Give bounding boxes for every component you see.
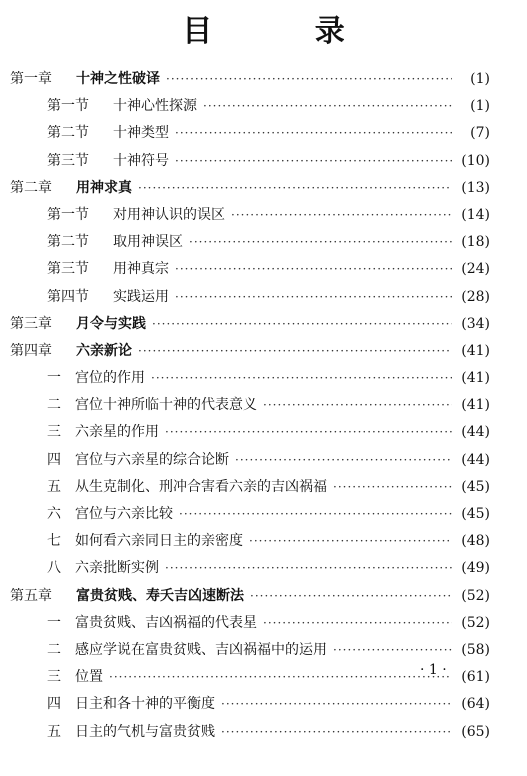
dot-leader [263,392,452,419]
toc-entry-title: 实践运用 [113,288,169,305]
dot-leader [175,120,452,147]
toc-entry-title: 宫位与六亲比较 [75,506,173,522]
toc-entry-item [10,447,490,474]
toc-entry-label: 第二章 [10,179,52,196]
toc-entry-item [10,392,490,419]
toc-entry-label: 第四节 [47,288,89,305]
toc-entry-section [10,120,490,147]
toc-entry-section [10,284,490,311]
toc-entry-label: 第三节 [47,152,89,169]
dot-leader [175,256,452,283]
toc-entry-page: (52) [461,587,490,604]
toc-entry-section [10,148,490,175]
page-number: · 1 · [420,662,447,678]
toc-entry-item [10,691,490,718]
toc-entry-item [10,610,490,637]
toc-entry-page: (1) [470,71,490,87]
toc-entry-page: (64) [461,696,490,713]
toc-entry-page: (44) [461,424,490,441]
table-of-contents [10,66,490,746]
toc-entry-label: 第一节 [47,98,89,115]
toc-entry-title: 感应学说在富贵贫贱、吉凶祸福中的运用 [75,641,327,658]
toc-entry-label: 第四章 [10,342,52,359]
toc-entry-title: 如何看六亲同日主的亲密度 [75,533,243,550]
toc-entry-label: 第二节 [47,125,89,142]
toc-entry-title: 日主的气机与富贵贫贱 [75,723,215,740]
dot-leader [221,691,452,718]
toc-entry-page: (14) [461,206,490,223]
toc-entry-title: 十神心性探源 [113,98,197,115]
toc-entry-chapter [10,66,490,93]
dot-leader [221,719,452,746]
dot-leader [109,664,452,691]
toc-entry-title: 从生克制化、刑冲合害看六亲的吉凶祸福 [75,478,327,495]
toc-entry-label: 八 [47,560,61,577]
toc-entry-page: (48) [461,533,490,550]
toc-entry-label: 第五章 [10,587,52,604]
dot-leader [138,338,452,365]
toc-entry-label: 三 [47,669,61,686]
dot-leader [175,284,452,311]
toc-entry-label: 二 [47,397,61,414]
toc-entry-item [10,501,490,528]
toc-entry-page: (45) [461,478,490,495]
toc-entry-page: (41) [461,370,490,387]
toc-entry-page: (52) [461,614,490,631]
toc-entry-title: 六亲星的作用 [75,424,159,441]
toc-entry-label: 五 [47,478,61,495]
toc-entry-label: 第一章 [10,71,52,87]
toc-entry-page: (1) [470,98,490,115]
toc-entry-title: 日主和各十神的平衡度 [75,696,215,713]
toc-entry-page: (61) [461,669,490,686]
dot-leader [165,555,452,582]
toc-entry-section [10,256,490,283]
dot-leader [165,419,452,446]
toc-entry-section [10,202,490,229]
toc-entry-section [10,93,490,120]
toc-entry-item [10,555,490,582]
toc-entry-label: 六 [47,506,61,522]
toc-entry-page: (44) [461,451,490,468]
toc-entry-item [10,474,490,501]
toc-entry-page: (34) [461,315,490,332]
toc-entry-label: 二 [47,641,61,658]
toc-entry-page: (7) [470,125,490,142]
toc-entry-label: 四 [47,451,61,468]
toc-entry-page: (18) [461,234,490,251]
dot-leader [249,528,452,555]
toc-entry-title: 宫位的作用 [75,370,145,387]
toc-entry-title: 月令与实践 [76,315,146,332]
toc-entry-title: 六亲新论 [76,342,132,359]
toc-entry-page: (13) [461,179,490,196]
dot-leader [333,474,452,501]
dot-leader [138,175,452,202]
toc-entry-item [10,528,490,555]
dot-leader [152,311,452,338]
toc-entry-title: 十神类型 [113,125,169,142]
toc-entry-chapter [10,338,490,365]
toc-entry-page: (49) [461,560,490,577]
dot-leader [151,365,452,392]
dot-leader [250,583,452,610]
toc-entry-label: 一 [47,370,61,387]
toc-entry-title: 对用神认识的误区 [113,206,225,223]
toc-entry-page: (41) [461,397,490,414]
toc-entry-title: 富贵贫贱、寿夭吉凶速断法 [76,587,244,604]
toc-entry-chapter [10,175,490,202]
toc-entry-title: 用神真宗 [113,261,169,278]
dot-leader [263,610,452,637]
toc-entry-title: 位置 [75,669,103,686]
toc-entry-item [10,637,490,664]
toc-entry-item [10,719,490,746]
toc-entry-item [10,419,490,446]
toc-entry-label: 五 [47,723,61,740]
dot-leader [203,93,452,120]
toc-entry-page: (24) [461,261,490,278]
toc-entry-page: (41) [461,342,490,359]
toc-entry-title: 宫位十神所临十神的代表意义 [75,397,257,414]
toc-entry-label: 七 [47,533,61,550]
toc-entry-section [10,229,490,256]
toc-entry-label: 第三章 [10,315,52,332]
toc-entry-page: (58) [461,641,490,658]
toc-entry-item [10,365,490,392]
toc-entry-label: 四 [47,696,61,713]
toc-entry-label: 三 [47,424,61,441]
dot-leader [166,66,452,93]
toc-entry-title: 取用神误区 [113,234,183,251]
dot-leader [231,202,452,229]
toc-entry-item [10,664,490,691]
dot-leader [179,501,452,528]
toc-entry-label: 第三节 [47,261,89,278]
dot-leader [189,229,452,256]
toc-entry-title: 十神符号 [113,152,169,169]
page-title: 目 录 [182,14,391,49]
toc-entry-chapter [10,583,490,610]
toc-entry-page: (10) [461,152,490,169]
toc-entry-title: 富贵贫贱、吉凶祸福的代表星 [75,614,257,631]
toc-entry-page: (45) [461,506,490,522]
toc-entry-label: 第二节 [47,234,89,251]
toc-entry-title: 十神之性破译 [76,71,160,87]
toc-entry-title: 宫位与六亲星的综合论断 [75,451,229,468]
toc-entry-page: (65) [461,723,490,740]
toc-entry-chapter [10,311,490,338]
dot-leader [175,148,452,175]
toc-entry-page: (28) [461,288,490,305]
dot-leader [333,637,452,664]
toc-entry-title: 六亲批断实例 [75,560,159,577]
toc-entry-label: 一 [47,614,61,631]
dot-leader [235,447,452,474]
toc-entry-label: 第一节 [47,206,89,223]
toc-entry-title: 用神求真 [76,179,132,196]
